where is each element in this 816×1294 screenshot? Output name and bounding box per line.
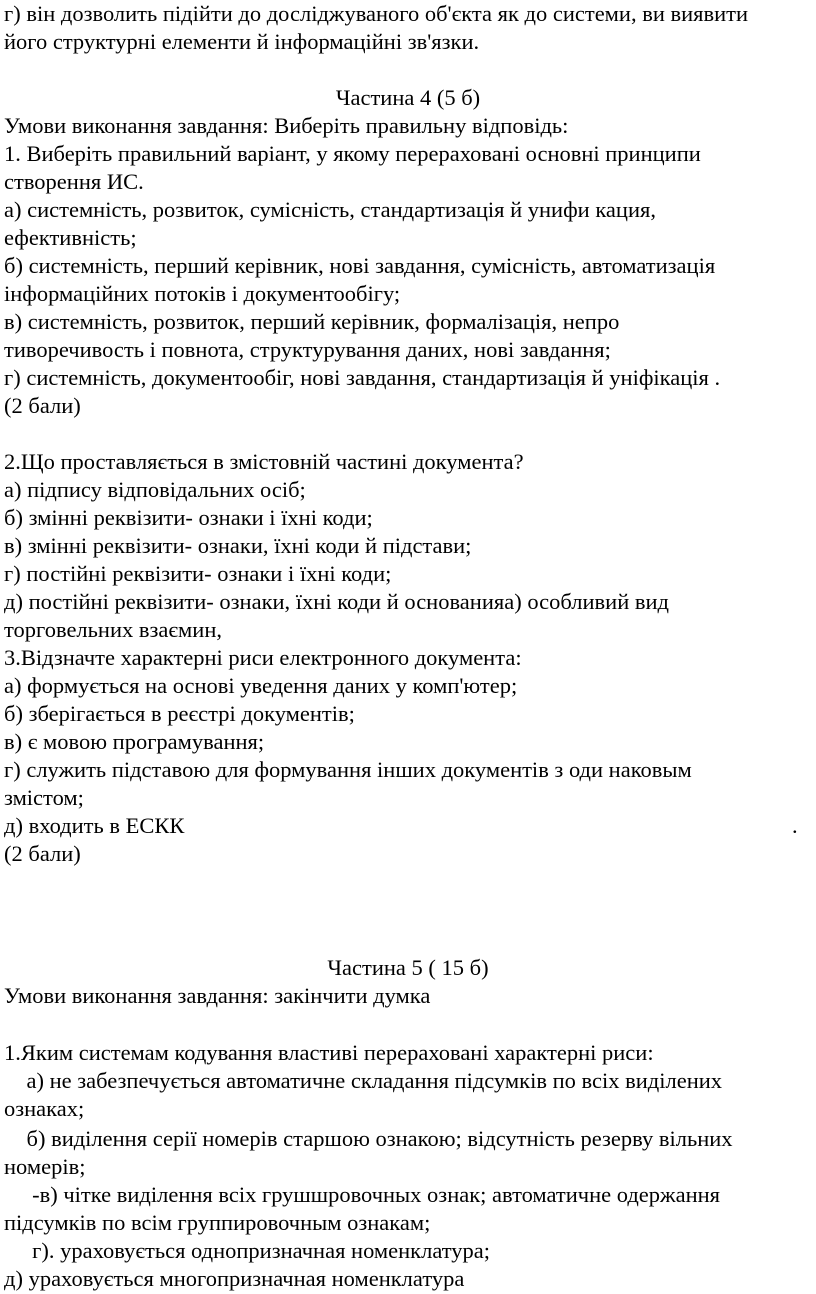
intro-line-1: г) він дозволить підійти до досліджуваного об'єкта як до системи, ви виявити bbox=[4, 1, 749, 26]
part5-q1-line: б) виділення серії номерів старшою ознакою; відсутність резерву вільних bbox=[4, 1126, 733, 1151]
part4-q1-line: в) системність, розвиток, перший керівник, формалізація, непро bbox=[4, 309, 620, 334]
part4-q2-line: д) постійні реквізити- ознаки, їхні коди й основанияа) особливий вид bbox=[4, 589, 669, 614]
part4-q1-line: створення ИС. bbox=[4, 169, 144, 194]
intro-line-2: його структурні елементи й інформаційні зв'язки. bbox=[4, 29, 480, 54]
part4-instructions: Умови виконання завдання: Виберіть правильну відповідь: bbox=[4, 113, 569, 138]
part5-q1-line: г). ураховується однопризначная номенклатура; bbox=[4, 1238, 491, 1263]
part4-q3-line: змістом; bbox=[4, 785, 84, 810]
part4-q1-line: тиворечивость і повнота, структурування даних, нові завдання; bbox=[4, 337, 611, 362]
part5-q1-line: 1.Яким системам кодування властиві перераховані характерні риси: bbox=[4, 1040, 654, 1065]
part4-q2-line: в) змінні реквізити- ознаки, їхні коди й підстави; bbox=[4, 533, 472, 558]
part5-q1-line: номерів; bbox=[4, 1154, 86, 1179]
part5-q1-line: підсумків по всім группировочным ознакам; bbox=[4, 1210, 431, 1235]
part5-q1-line: -в) чітке виділення всіх грушшровочных ознак; автоматичне одержання bbox=[4, 1182, 721, 1207]
part4-q3-line: а) формується на основі уведення даних у комп'ютер; bbox=[4, 673, 518, 698]
part4-q3-line: б) зберігається в реєстрі документів; bbox=[4, 701, 355, 726]
part4-q2-line: 2.Що проставляється в змістовній частині документа? bbox=[4, 449, 524, 474]
part5-q1-line: а) не забезпечується автоматичне складання підсумків по всіх виділених bbox=[4, 1068, 723, 1093]
part4-q3-line: в) є мовою програмування; bbox=[4, 729, 265, 754]
part4-q1-line: г) системність, документообіг, нові завдання, стандартизація й уніфікація . bbox=[4, 365, 721, 390]
part4-q1-line: 1. Виберіть правильний варіант, у якому перераховані основні принципи bbox=[4, 141, 701, 166]
part4-q1-points: (2 бали) bbox=[4, 393, 81, 418]
part5-heading: Частина 5 ( 15 б) bbox=[327, 955, 489, 980]
part4-q3-points: (2 бали) bbox=[4, 841, 81, 866]
part4-q1-line: а) системність, розвиток, сумісність, стандартизація й унифи кация, bbox=[4, 197, 656, 222]
part4-heading: Частина 4 (5 б) bbox=[335, 85, 481, 110]
part4-q2-line: а) підпису відповідальних осіб; bbox=[4, 477, 306, 502]
part4-q3-trailing-dot: . bbox=[792, 813, 798, 838]
part4-q3-line: г) служить підставою для формування інших документів з оди наковым bbox=[4, 757, 692, 782]
part4-q2-line: торговельних взаємин, bbox=[4, 617, 222, 642]
part5-q1-line: д) ураховується многопризначная номенклатура bbox=[4, 1266, 465, 1291]
part4-q3-line: д) входить в ЕСКК bbox=[4, 813, 185, 838]
part4-q1-line: ефективність; bbox=[4, 225, 137, 250]
part4-q2-line: г) постійні реквізити- ознаки і їхні коди; bbox=[4, 561, 392, 586]
part4-q3-line: 3.Відзначте характерні риси електронного документа: bbox=[4, 645, 522, 670]
part4-q1-line: б) системність, перший керівник, нові завдання, сумісність, автоматизація bbox=[4, 253, 716, 278]
part4-q2-line: б) змінні реквізити- ознаки і їхні коди; bbox=[4, 505, 373, 530]
part5-instructions: Умови виконання завдання: закінчити думка bbox=[4, 983, 431, 1008]
part5-q1-line: ознаках; bbox=[4, 1096, 85, 1121]
part4-q1-line: інформаційних потоків і документообігу; bbox=[4, 281, 401, 306]
